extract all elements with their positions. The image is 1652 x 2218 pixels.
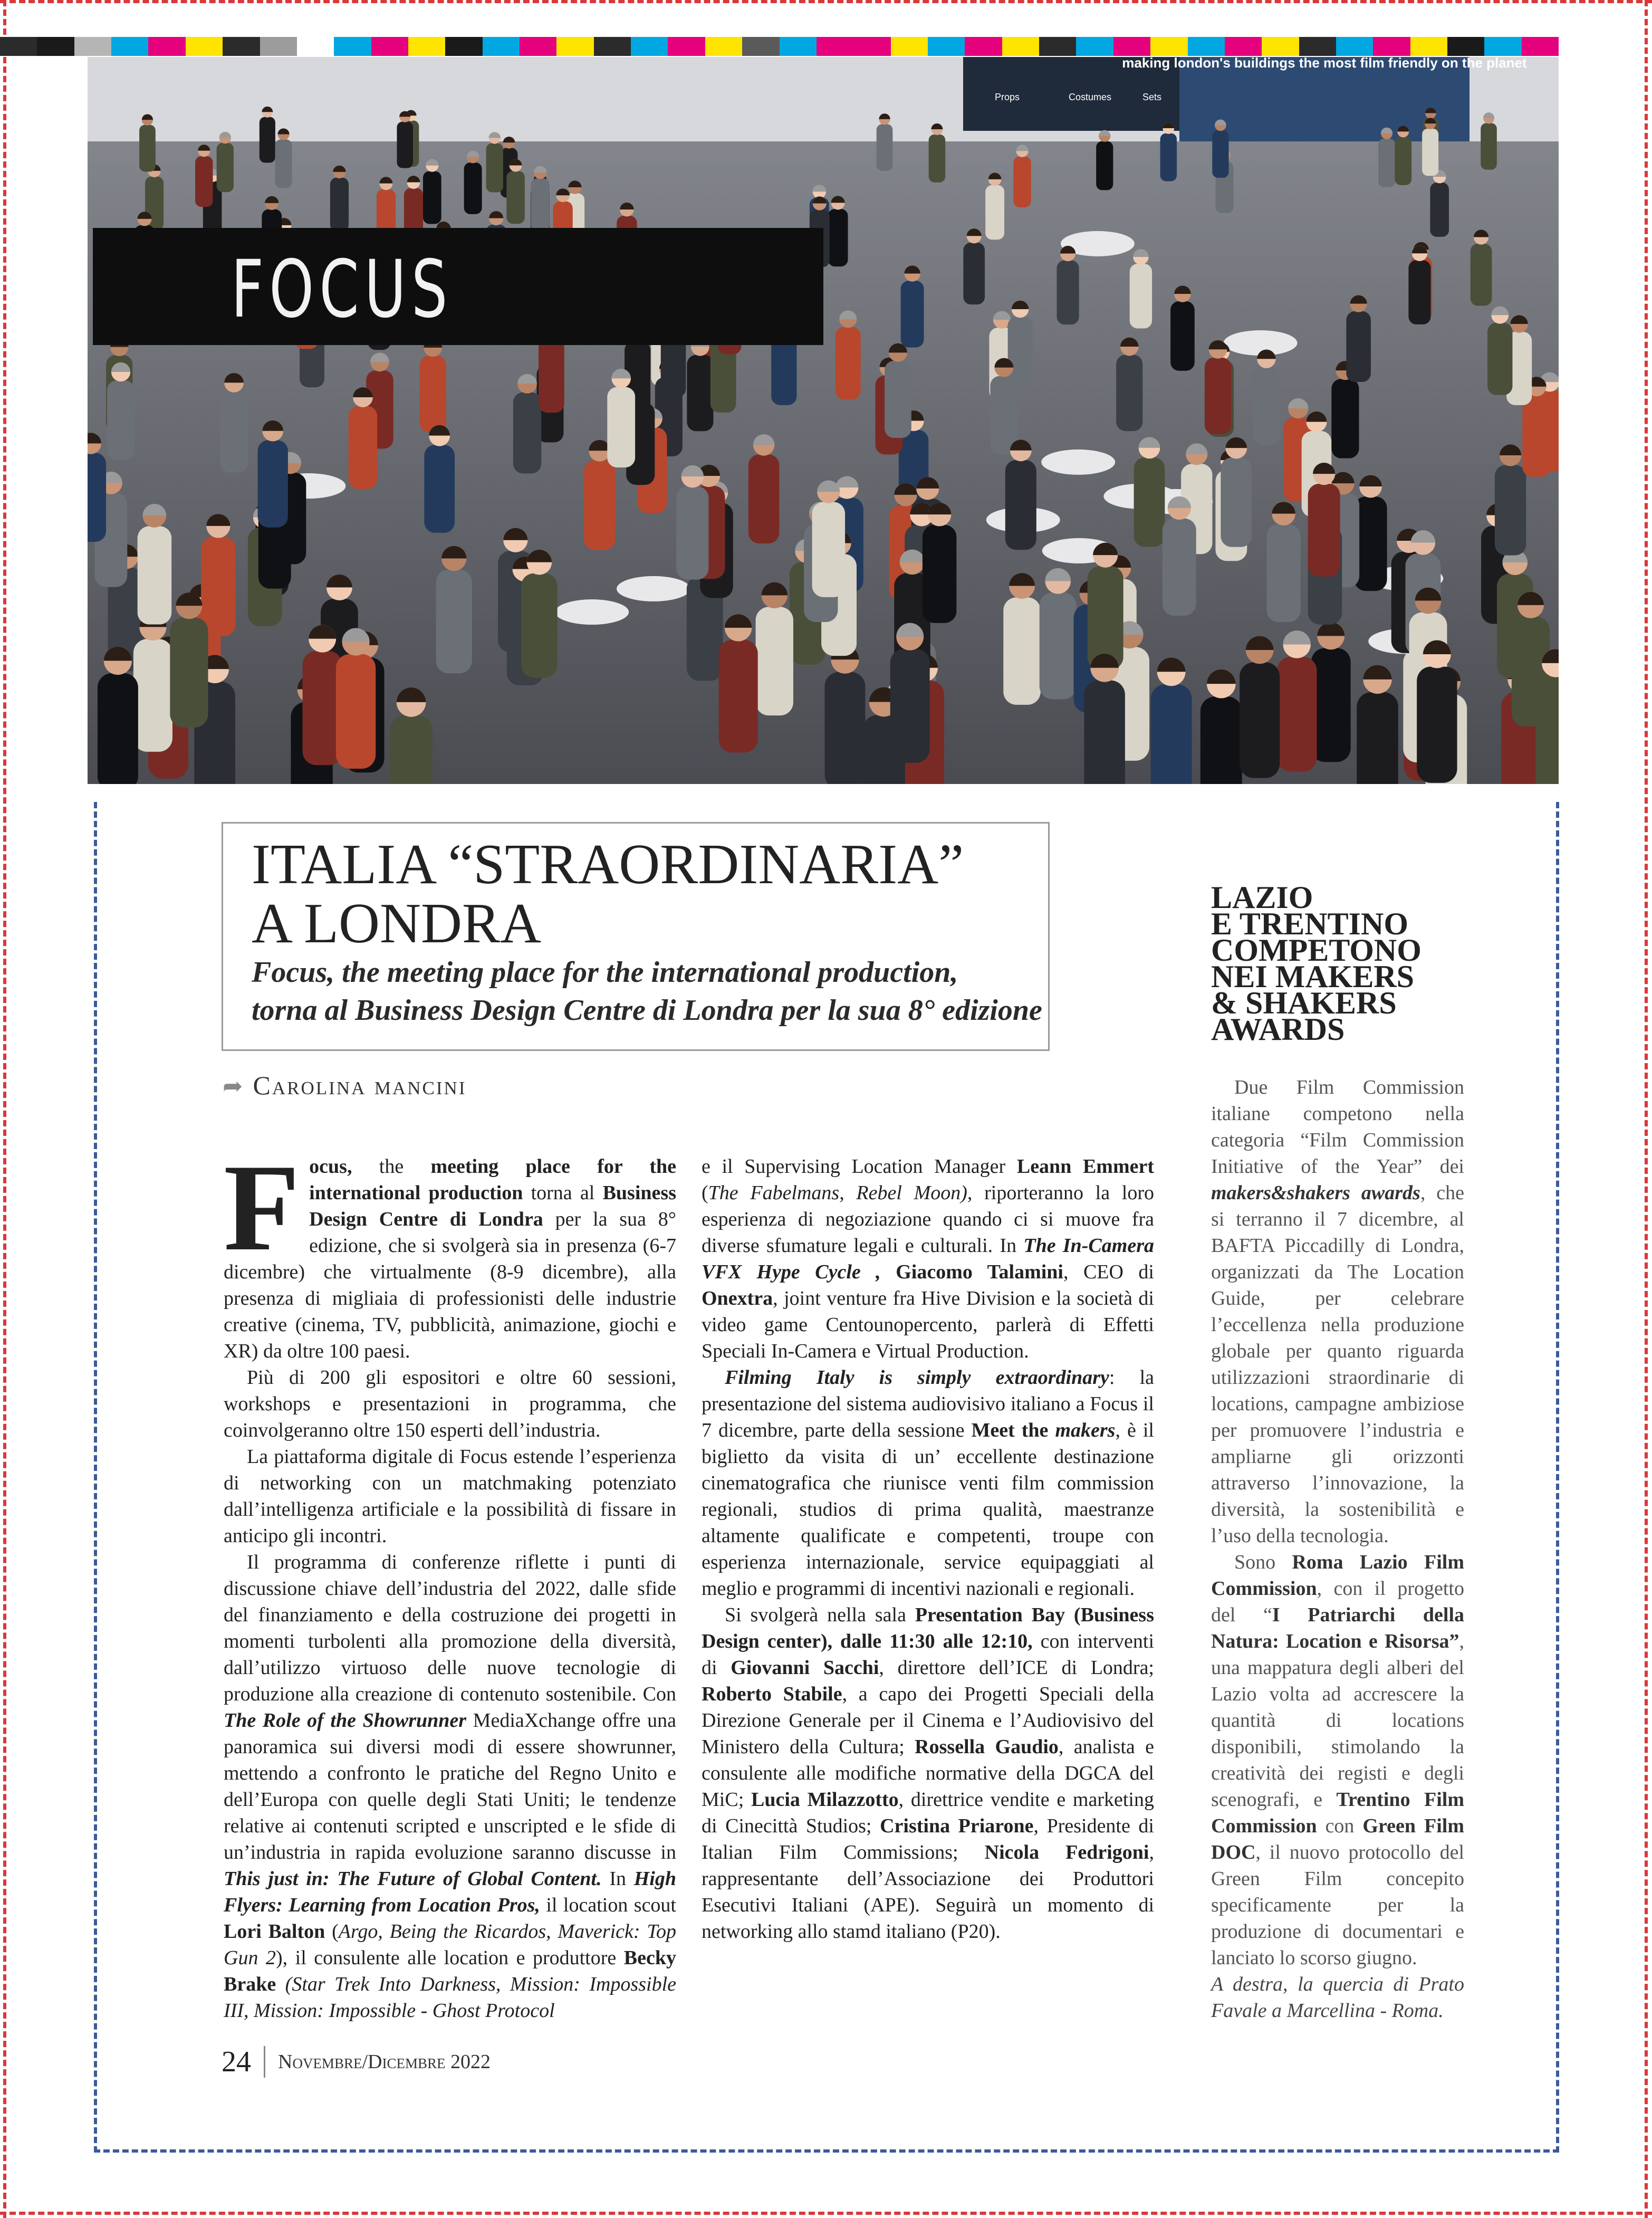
person-shape bbox=[1253, 367, 1280, 445]
sidebar-title-line: LAZIO bbox=[1211, 880, 1313, 915]
section-banner-label: FOCUS bbox=[231, 244, 453, 336]
text: In bbox=[601, 1868, 634, 1890]
color-swatch bbox=[1113, 37, 1150, 56]
paragraph: Più di 200 gli espositori e oltre 60 sessioni, workshops e presentazioni in programma, che coinvolgeranno oltre 150 esperti dell’industria. bbox=[224, 1366, 676, 1441]
person-shape bbox=[1311, 648, 1351, 762]
person-shape bbox=[1134, 457, 1165, 547]
sidebar-body bbox=[1211, 1074, 1464, 2024]
person-shape bbox=[1200, 696, 1242, 784]
color-swatch bbox=[742, 37, 779, 56]
text: , che si terranno il 7 dicembre, al BAFTA Piccadilly di Londra, organizzati da The Location Guide, per celebrare l’eccellenza nella produzione globale per quanto riguarda utilizzazioni straordinarie di locations, campagne ambiziose per promuovere l’industria e ampliarne gli orizzonti attraverso l’innovazione, la diversità, la sostenibilità e l’uso della tecnologia. bbox=[1211, 1182, 1465, 1547]
person-shape bbox=[1481, 123, 1497, 169]
person-shape bbox=[1266, 524, 1300, 622]
person-shape bbox=[88, 453, 106, 541]
color-swatch bbox=[37, 37, 74, 56]
color-swatch bbox=[297, 37, 334, 56]
color-swatch bbox=[1299, 37, 1336, 56]
color-swatch bbox=[668, 37, 705, 56]
person-shape bbox=[1221, 457, 1252, 547]
color-swatch bbox=[965, 37, 1002, 56]
body-column-1 bbox=[224, 1139, 677, 2024]
text-bold: Cristina Priarone bbox=[880, 1815, 1034, 1837]
person-shape bbox=[828, 209, 848, 266]
color-swatch bbox=[1076, 37, 1113, 56]
person-shape bbox=[1205, 358, 1231, 434]
text-italic: (Star Trek Into Darkness, Mission: Impossible III, Mission: Impossible - Ghost Protocol bbox=[224, 1973, 676, 2022]
color-swatch bbox=[1150, 37, 1187, 56]
text-bold: Presentation Bay (Business Design center), dalle 11:30 alle 12:10, bbox=[702, 1604, 1154, 1652]
person-shape bbox=[220, 391, 248, 472]
hero-photo bbox=[88, 57, 1559, 784]
person-shape bbox=[107, 380, 135, 460]
color-swatch bbox=[853, 37, 890, 56]
footer-divider bbox=[264, 2046, 265, 2078]
drop-cap: F bbox=[224, 1139, 300, 1277]
text-bold: Meet the bbox=[971, 1419, 1055, 1441]
color-swatch bbox=[1410, 37, 1447, 56]
photo-caption: A destra, la quercia di Prato Favale a Marcellina - Roma. bbox=[1211, 1973, 1464, 2022]
person-shape bbox=[1331, 379, 1359, 458]
color-swatch bbox=[556, 37, 593, 56]
person-shape bbox=[687, 355, 713, 432]
text: , con il progetto del “ bbox=[1211, 1578, 1464, 1626]
person-shape bbox=[607, 387, 635, 467]
text-bold: Leann Emmert bbox=[1016, 1155, 1155, 1178]
text: con interventi di bbox=[702, 1630, 1154, 1679]
person-shape bbox=[139, 125, 156, 172]
text-bold-italic: High Flyers: Learning from Location Pros, bbox=[224, 1868, 676, 1916]
person-shape bbox=[1535, 676, 1559, 784]
text: , analista e consulente alle modifiche normative della DGCA del MiC; bbox=[702, 1736, 1154, 1811]
margin-guide-right bbox=[1556, 802, 1559, 2153]
page-border-top bbox=[0, 0, 1652, 3]
person-shape bbox=[923, 525, 956, 623]
sidebar-title-line: E TRENTINO bbox=[1211, 906, 1409, 941]
text: , direttrice vendite e marketing di Cinecittà Studios; bbox=[702, 1789, 1154, 1837]
crowd-illustration bbox=[88, 57, 1559, 784]
text: , CEO di bbox=[1063, 1261, 1154, 1283]
person-shape bbox=[275, 139, 292, 188]
color-swatch bbox=[408, 37, 445, 56]
color-swatch bbox=[1522, 37, 1559, 56]
print-color-bar bbox=[0, 37, 1559, 56]
person-shape bbox=[258, 440, 288, 527]
person-shape bbox=[138, 526, 172, 624]
person-shape bbox=[195, 156, 213, 207]
page-border-left bbox=[3, 0, 6, 2218]
person-shape bbox=[1116, 355, 1142, 431]
paragraph bbox=[224, 1549, 676, 2024]
person-shape bbox=[963, 243, 985, 304]
person-shape bbox=[513, 393, 541, 474]
text: riporteranno la loro esperienza di negoziazione quando ci si muove fra diverse sfumature legali e culturali. In bbox=[702, 1182, 1154, 1257]
person-shape bbox=[1084, 681, 1125, 784]
person-shape bbox=[1151, 684, 1192, 784]
person-shape bbox=[424, 445, 455, 533]
person-shape bbox=[1495, 465, 1526, 555]
sidebar-title-line: NEI MAKERS bbox=[1211, 959, 1415, 994]
person-shape bbox=[1212, 130, 1228, 178]
color-swatch bbox=[483, 37, 520, 56]
byline bbox=[223, 1070, 466, 1101]
text-bold-italic: makers&shakers awards bbox=[1211, 1182, 1420, 1204]
text-bold: Trentino Film Commission bbox=[1211, 1789, 1464, 1837]
person-shape bbox=[1422, 129, 1438, 176]
text-bold: Onextra bbox=[702, 1287, 773, 1309]
table-shape bbox=[555, 599, 629, 625]
text: , direttore dell’ICE di Londra; bbox=[879, 1657, 1154, 1679]
text-bold-italic: The Role of the Showrunner bbox=[224, 1709, 467, 1732]
person-shape bbox=[1163, 519, 1196, 616]
text-bold: Giovanni Sacchi bbox=[731, 1657, 879, 1679]
person-shape bbox=[1057, 261, 1079, 325]
person-shape bbox=[719, 640, 758, 753]
person-shape bbox=[539, 339, 564, 413]
person-shape bbox=[1487, 323, 1512, 395]
sidebar-title-line: COMPETONO bbox=[1211, 933, 1422, 968]
paragraph bbox=[702, 1153, 1154, 1364]
text: con bbox=[1317, 1815, 1363, 1837]
person-shape bbox=[217, 143, 234, 192]
person-shape bbox=[506, 171, 525, 224]
page-border-right bbox=[1645, 0, 1648, 2218]
color-swatch bbox=[1002, 37, 1039, 56]
color-swatch bbox=[111, 37, 148, 56]
text-bold: meeting place for the international production bbox=[309, 1155, 676, 1204]
article-title bbox=[252, 835, 1032, 953]
section-banner bbox=[93, 228, 823, 345]
person-shape bbox=[1005, 460, 1036, 550]
person-shape bbox=[98, 673, 138, 784]
color-swatch bbox=[445, 37, 482, 56]
text-bold-italic: Filming Italy is simply extraordinary bbox=[725, 1366, 1109, 1389]
sidebar-title bbox=[1211, 880, 1506, 1047]
paragraph bbox=[224, 1139, 676, 1364]
color-swatch bbox=[928, 37, 965, 56]
text-bold: I Patriarchi della Natura: Location e Risorsa” bbox=[1211, 1604, 1464, 1652]
color-swatch bbox=[186, 37, 223, 56]
color-swatch bbox=[223, 37, 260, 56]
person-shape bbox=[1346, 311, 1370, 382]
color-swatch bbox=[780, 37, 817, 56]
text-bold: Green Film DOC bbox=[1211, 1815, 1464, 1863]
article-subtitle bbox=[252, 953, 1043, 1029]
text-bold-italic: The In-Camera VFX Hype Cycle , bbox=[702, 1235, 1154, 1283]
person-shape bbox=[521, 573, 558, 678]
person-shape bbox=[929, 135, 946, 183]
person-shape bbox=[1096, 141, 1113, 190]
person-shape bbox=[436, 569, 472, 673]
person-shape bbox=[756, 607, 793, 715]
person-shape bbox=[201, 537, 235, 636]
page-footer bbox=[222, 2045, 491, 2082]
person-shape bbox=[397, 122, 412, 168]
color-swatch bbox=[1262, 37, 1299, 56]
person-shape bbox=[1395, 137, 1411, 185]
text: , una mappatura degli alberi del Lazio volta ad accrescere la quantità di locations disponibili, stimolando la creatività dei registi e degli scenografi, e bbox=[1211, 1630, 1464, 1811]
text: Si svolgerà nella sala bbox=[725, 1604, 915, 1626]
text: per la sua 8° edizione, che si svolgerà sia in presenza (6-7 dicembre) che virtualmente (8-9 dicembre), alla presenza di migliaia di professionisti delle industrie creative (cinema, TV, pubblicità, animazione, giochi e XR) da oltre 100 paesi. bbox=[224, 1208, 676, 1362]
text: , joint venture fra Hive Division e la società di video game Centounopercento, parlerà di Effetti Speciali In-Camera e Virtual Production. bbox=[702, 1287, 1154, 1362]
person-shape bbox=[825, 672, 866, 784]
color-swatch bbox=[1373, 37, 1410, 56]
color-swatch bbox=[1447, 37, 1484, 56]
text-bold: Business Design Centre di Londra bbox=[309, 1182, 676, 1230]
text: ( bbox=[325, 1920, 339, 1943]
text: , è il biglietto da visita di un’ eccellente destinazione cinematografica che riunisce venti film commission regionali, studios di prima qualità, maestranze altamente qualificate e competenti, troupe con esperienza internazionale, service equipaggiati al meglio e programmi di incentivi nazionali e regionali. bbox=[702, 1419, 1154, 1600]
color-swatch bbox=[1484, 37, 1521, 56]
text: ( bbox=[702, 1182, 708, 1204]
person-shape bbox=[1013, 157, 1031, 207]
text: torna al bbox=[523, 1182, 603, 1204]
color-swatch bbox=[148, 37, 185, 56]
text: the bbox=[352, 1155, 431, 1178]
person-shape bbox=[423, 171, 441, 224]
person-shape bbox=[1003, 597, 1041, 705]
text-bold: Roma Lazio Film Commission bbox=[1211, 1551, 1464, 1600]
color-swatch bbox=[705, 37, 742, 56]
color-swatch bbox=[334, 37, 371, 56]
table-shape bbox=[617, 576, 690, 601]
color-swatch bbox=[260, 37, 297, 56]
text-bold: Roberto Stabile bbox=[702, 1683, 842, 1705]
color-swatch bbox=[0, 37, 37, 56]
paragraph: La piattaforma digitale di Focus estende l’esperienza di networking con un matchmaking potenziato dall’intelligenza artificiale e la possibilità di fissare in anticipo gli incontri. bbox=[224, 1446, 676, 1547]
article-title-line1: ITALIA “STRAORDINARIA” bbox=[252, 833, 964, 896]
person-shape bbox=[349, 406, 377, 489]
person-shape bbox=[885, 361, 911, 438]
color-swatch bbox=[1225, 37, 1262, 56]
color-swatch bbox=[371, 37, 408, 56]
person-shape bbox=[1040, 592, 1077, 699]
person-shape bbox=[1130, 264, 1152, 329]
text-bold: Lucia Milazzotto bbox=[751, 1789, 899, 1811]
color-swatch bbox=[520, 37, 556, 56]
text-bold: Rossella Gaudio bbox=[915, 1736, 1059, 1758]
paragraph bbox=[1211, 1549, 1464, 1971]
person-shape bbox=[486, 143, 503, 192]
person-shape bbox=[835, 327, 861, 400]
person-shape bbox=[985, 185, 1004, 240]
person-shape bbox=[1170, 301, 1195, 371]
text-bold: Giacomo Talamini bbox=[896, 1261, 1063, 1283]
text: , rappresentante dell’Associazione dei Produttori Esecutivi Italiani (APE). Seguirà un momento di networking allo stamd italiano (P20). bbox=[702, 1841, 1154, 1943]
page-number: 24 bbox=[222, 2045, 251, 2078]
person-shape bbox=[676, 486, 708, 580]
person-shape bbox=[1378, 139, 1395, 187]
margin-guide-left bbox=[94, 802, 97, 2153]
color-swatch bbox=[817, 37, 853, 56]
article-subtitle-line1: Focus, the meeting place for the international production, bbox=[252, 956, 958, 989]
person-shape bbox=[260, 117, 275, 163]
person-shape bbox=[390, 715, 432, 784]
arrow-icon: ➦ bbox=[223, 1072, 245, 1100]
text-bold-italic: This just in: The Future of Global Content. bbox=[224, 1868, 602, 1890]
person-shape bbox=[531, 178, 550, 232]
booth-label-costumes: Costumes bbox=[1069, 92, 1112, 102]
text-bold: Lori Balton bbox=[224, 1920, 325, 1943]
person-shape bbox=[1160, 133, 1177, 181]
person-shape bbox=[1308, 484, 1340, 577]
text: ), il consulente alle location e produttore bbox=[275, 1947, 624, 1969]
text-bold: ocus, bbox=[309, 1155, 352, 1178]
paragraph bbox=[702, 1602, 1154, 1945]
text: , Presidente di Italian Film Commissions; bbox=[702, 1815, 1154, 1863]
color-swatch bbox=[1188, 37, 1225, 56]
article-title-line2: A LONDRA bbox=[252, 892, 542, 955]
issue-date: Novembre/Dicembre 2022 bbox=[278, 2051, 491, 2073]
booth-label-sets: Sets bbox=[1142, 92, 1162, 102]
sidebar-title-line: AWARDS bbox=[1211, 1012, 1345, 1047]
person-shape bbox=[812, 502, 846, 597]
color-swatch bbox=[594, 37, 631, 56]
color-swatch bbox=[1039, 37, 1076, 56]
page-border-bottom bbox=[0, 2212, 1652, 2215]
sidebar-title-line: & SHAKERS bbox=[1211, 986, 1397, 1020]
color-swatch bbox=[631, 37, 668, 56]
text-italic: The Fabelmans, Rebel Moon), bbox=[708, 1182, 973, 1204]
article-subtitle-line2: torna al Business Design Centre di Londra per la sua 8° edizione bbox=[252, 994, 1042, 1027]
person-shape bbox=[1277, 657, 1317, 772]
text: Sono bbox=[1234, 1551, 1292, 1573]
text-bold: Nicola Fedrigoni bbox=[984, 1841, 1149, 1863]
margin-guide-bottom bbox=[94, 2149, 1559, 2153]
person-shape bbox=[170, 617, 208, 727]
person-shape bbox=[1408, 260, 1430, 324]
person-shape bbox=[330, 178, 349, 232]
person-shape bbox=[1522, 395, 1551, 476]
headline-box bbox=[222, 822, 1050, 1051]
text bbox=[881, 1261, 896, 1283]
text: , il nuovo protocollo del Green Film concepito specificamente per la produzione di documentari e lanciato lo scorso giugno. bbox=[1211, 1841, 1464, 1969]
person-shape bbox=[420, 356, 446, 432]
person-shape bbox=[1471, 244, 1492, 306]
color-swatch bbox=[74, 37, 111, 56]
person-shape bbox=[1240, 662, 1280, 778]
body-column-2 bbox=[702, 1153, 1154, 1945]
text: e il Supervising Location Manager bbox=[702, 1155, 1017, 1178]
person-shape bbox=[877, 124, 893, 171]
person-shape bbox=[901, 281, 924, 348]
paragraph bbox=[702, 1364, 1154, 1602]
text-bold: Becky Brake bbox=[224, 1947, 676, 1995]
person-shape bbox=[336, 654, 376, 769]
person-shape bbox=[748, 454, 780, 543]
person-shape bbox=[133, 639, 172, 752]
booth-label-props: Props bbox=[995, 92, 1020, 102]
person-shape bbox=[1417, 666, 1457, 782]
person-shape bbox=[890, 649, 930, 763]
text: Il programma di conferenze riflette i punti di discussione chiave dell’industria del 2022, dalle sfide del finanziamento e della costruzione dei progetti in momenti turbolenti alla promozione della diversità, dall’utilizzo virtuoso delle nuove tecnologie di produzione alla creazione di contenuto sostenibile. Con bbox=[224, 1551, 676, 1705]
text: Due Film Commission italiane competono nella categoria “Film Commission Initiative of the Year” dei bbox=[1211, 1076, 1464, 1178]
table-shape bbox=[1041, 450, 1115, 475]
person-shape bbox=[584, 460, 615, 550]
text: il location scout bbox=[540, 1894, 676, 1916]
person-shape bbox=[1430, 183, 1449, 237]
color-swatch bbox=[1336, 37, 1373, 56]
paragraph bbox=[1211, 1074, 1464, 1549]
author-name: Carolina mancini bbox=[253, 1070, 467, 1100]
text-bold-italic: makers bbox=[1055, 1419, 1116, 1441]
text-italic: Argo, Being the Ricardos, Maverick: Top Gun 2 bbox=[224, 1920, 677, 1969]
person-shape bbox=[1357, 692, 1398, 784]
person-shape bbox=[464, 162, 482, 214]
color-swatch bbox=[891, 37, 928, 56]
booth-sign: making london's buildings the most film friendly on the planet bbox=[1122, 57, 1527, 71]
text: : la presentazione del sistema audiovisivo italiano a Focus il 7 dicembre, parte della sessione bbox=[702, 1366, 1155, 1441]
text: MediaXchange offre una panoramica sui diversi modi di essere showrunner, mettendo a confronto le pratiche del Regno Unito e dell’Europa con quelle degli Stati Uniti; le tendenze relative ai contenuti scripted e unscripted e le sfide di un’industria in rapida evoluzione saranno discusse in bbox=[224, 1709, 676, 1863]
text: , a capo dei Progetti Speciali della Direzione Generale per il Cinema e l’Audiovisivo del Ministero della Cultura; bbox=[702, 1683, 1154, 1758]
